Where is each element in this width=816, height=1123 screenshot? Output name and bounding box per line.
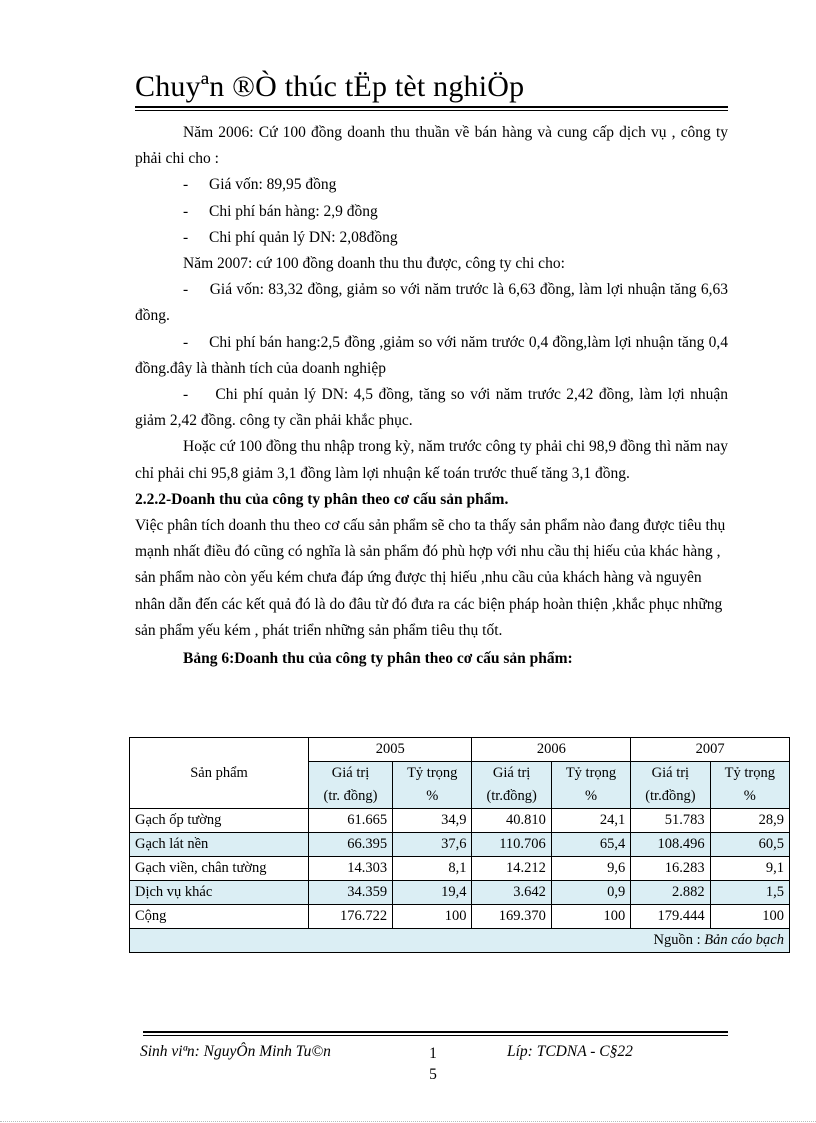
share-unit: % bbox=[710, 785, 789, 809]
bullet-item-wrap: - Chi phí bán hang:2,5 đồng ,giảm so với năm trước 0,4 đồng,làm lợi nhuận tăng 0,4 đồng.đây là thành tích của doanh nghiệp bbox=[135, 333, 728, 377]
footer-rule bbox=[143, 1031, 728, 1033]
cell-value: 51.783 bbox=[631, 809, 710, 833]
document-body bbox=[135, 120, 728, 672]
row-label: Gạch ốp tường bbox=[130, 809, 309, 833]
cell-share: 19,4 bbox=[393, 881, 472, 905]
cell-value: 110.706 bbox=[472, 833, 551, 857]
value-header: Giá trị bbox=[472, 762, 551, 786]
row-label: Cộng bbox=[130, 905, 309, 929]
cell-value: 108.496 bbox=[631, 833, 710, 857]
footer-class: Líp: TCDNA - C§22 bbox=[507, 1043, 633, 1060]
bullet-item: - Giá vốn: 89,95 đồng bbox=[183, 176, 337, 194]
bullet-item-wrap: - Chi phí quản lý DN: 4,5 đồng, tăng so với năm trước 2,42 đồng, làm lợi nhuận giảm 2,42 đồng. công ty cần phải khắc phục. bbox=[135, 386, 728, 430]
cell-value: 66.395 bbox=[309, 833, 393, 857]
paragraph-2007: Năm 2007: cứ 100 đồng doanh thu thu được, công ty chi cho: bbox=[183, 255, 565, 273]
cell-value: 16.283 bbox=[631, 857, 710, 881]
cell-share: 0,9 bbox=[551, 881, 630, 905]
table-source: Nguồn : Bản cáo bạch bbox=[130, 929, 790, 953]
cell-share: 9,6 bbox=[551, 857, 630, 881]
header-rule-thin bbox=[135, 110, 728, 111]
table-source-row bbox=[130, 929, 790, 953]
paragraph-2006: Năm 2006: Cứ 100 đồng doanh thu thuần về bán hàng và cung cấp dịch vụ , công ty phải chi cho : bbox=[135, 124, 728, 168]
table-row bbox=[130, 809, 790, 833]
cell-share: 8,1 bbox=[393, 857, 472, 881]
cell-share: 34,9 bbox=[393, 809, 472, 833]
share-header: Tỷ trọng bbox=[551, 762, 630, 786]
cell-share: 60,5 bbox=[710, 833, 789, 857]
year-header: 2007 bbox=[631, 738, 790, 762]
page-number: 1 5 bbox=[429, 1045, 437, 1083]
cell-share: 9,1 bbox=[710, 857, 789, 881]
table-caption: Bảng 6:Doanh thu của công ty phân theo cơ cấu sản phẩm: bbox=[183, 650, 573, 668]
paragraph-analysis: Việc phân tích doanh thu theo cơ cấu sản phẩm sẽ cho ta thấy sản phẩm nào đang được tiêu thụ mạnh nhất điều đó cũng có nghĩa là sản phẩm đó phù hợp với nhu cầu thị hiếu của khác hàng , sản phẩm nào còn yếu kém chưa đáp ứng được thị hiếu ,nhu cầu của khách hàng và nguyên nhân dẫn đến các kết quả đó là do đâu từ đó đưa ra các biện pháp hoàn thiện ,khắc phục những sản phẩm yếu kém , phát triển những sản phẩm tiêu thụ tốt. bbox=[135, 517, 726, 639]
value-header: Giá trị bbox=[631, 762, 710, 786]
value-unit: (tr.đồng) bbox=[631, 785, 710, 809]
cell-share: 65,4 bbox=[551, 833, 630, 857]
cell-share: 100 bbox=[551, 905, 630, 929]
year-header: 2006 bbox=[472, 738, 631, 762]
cell-share: 24,1 bbox=[551, 809, 630, 833]
share-unit: % bbox=[551, 785, 630, 809]
table-row bbox=[130, 833, 790, 857]
cell-value: 34.359 bbox=[309, 881, 393, 905]
cell-share: 1,5 bbox=[710, 881, 789, 905]
cell-value: 14.303 bbox=[309, 857, 393, 881]
value-unit: (tr. đồng) bbox=[309, 785, 393, 809]
cell-value: 179.444 bbox=[631, 905, 710, 929]
page-edge bbox=[0, 1121, 816, 1122]
share-unit: % bbox=[393, 785, 472, 809]
cell-share: 28,9 bbox=[710, 809, 789, 833]
section-heading: 2.2.2-Doanh thu của công ty phân theo cơ cấu sản phẩm. bbox=[135, 490, 509, 508]
share-header: Tỷ trọng bbox=[393, 762, 472, 786]
paragraph-summary: Hoặc cứ 100 đồng thu nhập trong kỳ, năm trước công ty phải chi 98,9 đồng thì năm nay chỉ phải chi 95,8 giảm 3,1 đồng làm lợi nhuận kế toán trước thuế tăng 3,1 đồng. bbox=[135, 438, 729, 482]
cell-value: 2.882 bbox=[631, 881, 710, 905]
value-unit: (tr.đồng) bbox=[472, 785, 551, 809]
cell-value: 61.665 bbox=[309, 809, 393, 833]
cell-value: 40.810 bbox=[472, 809, 551, 833]
bullet-item-wrap: - Giá vốn: 83,32 đồng, giảm so với năm trước là 6,63 đồng, làm lợi nhuận tăng 6,63 đồng. bbox=[135, 281, 728, 325]
revenue-table bbox=[129, 737, 790, 953]
product-header: Sản phẩm bbox=[130, 738, 309, 809]
header-rule bbox=[135, 106, 728, 108]
cell-value: 3.642 bbox=[472, 881, 551, 905]
table-row bbox=[130, 881, 790, 905]
table-row bbox=[130, 857, 790, 881]
footer-student: Sinh viªn: NguyÔn Minh Tu©n bbox=[140, 1043, 331, 1060]
table-row-total bbox=[130, 905, 790, 929]
row-label: Gạch viền, chân tường bbox=[130, 857, 309, 881]
row-label: Gạch lát nền bbox=[130, 833, 309, 857]
value-header: Giá trị bbox=[309, 762, 393, 786]
bullet-item: - Chi phí quản lý DN: 2,08đồng bbox=[183, 228, 398, 246]
share-header: Tỷ trọng bbox=[710, 762, 789, 786]
table-header-row bbox=[130, 738, 790, 762]
row-label: Dịch vụ khác bbox=[130, 881, 309, 905]
footer-rule-thin bbox=[143, 1035, 728, 1036]
cell-value: 176.722 bbox=[309, 905, 393, 929]
cell-share: 100 bbox=[710, 905, 789, 929]
cell-share: 100 bbox=[393, 905, 472, 929]
year-header: 2005 bbox=[309, 738, 472, 762]
page-header-title: Chuyªn ®Ò thúc tËp tèt nghiÖp bbox=[135, 70, 525, 103]
bullet-item: - Chi phí bán hàng: 2,9 đồng bbox=[183, 202, 378, 220]
cell-share: 37,6 bbox=[393, 833, 472, 857]
cell-value: 14.212 bbox=[472, 857, 551, 881]
cell-value: 169.370 bbox=[472, 905, 551, 929]
